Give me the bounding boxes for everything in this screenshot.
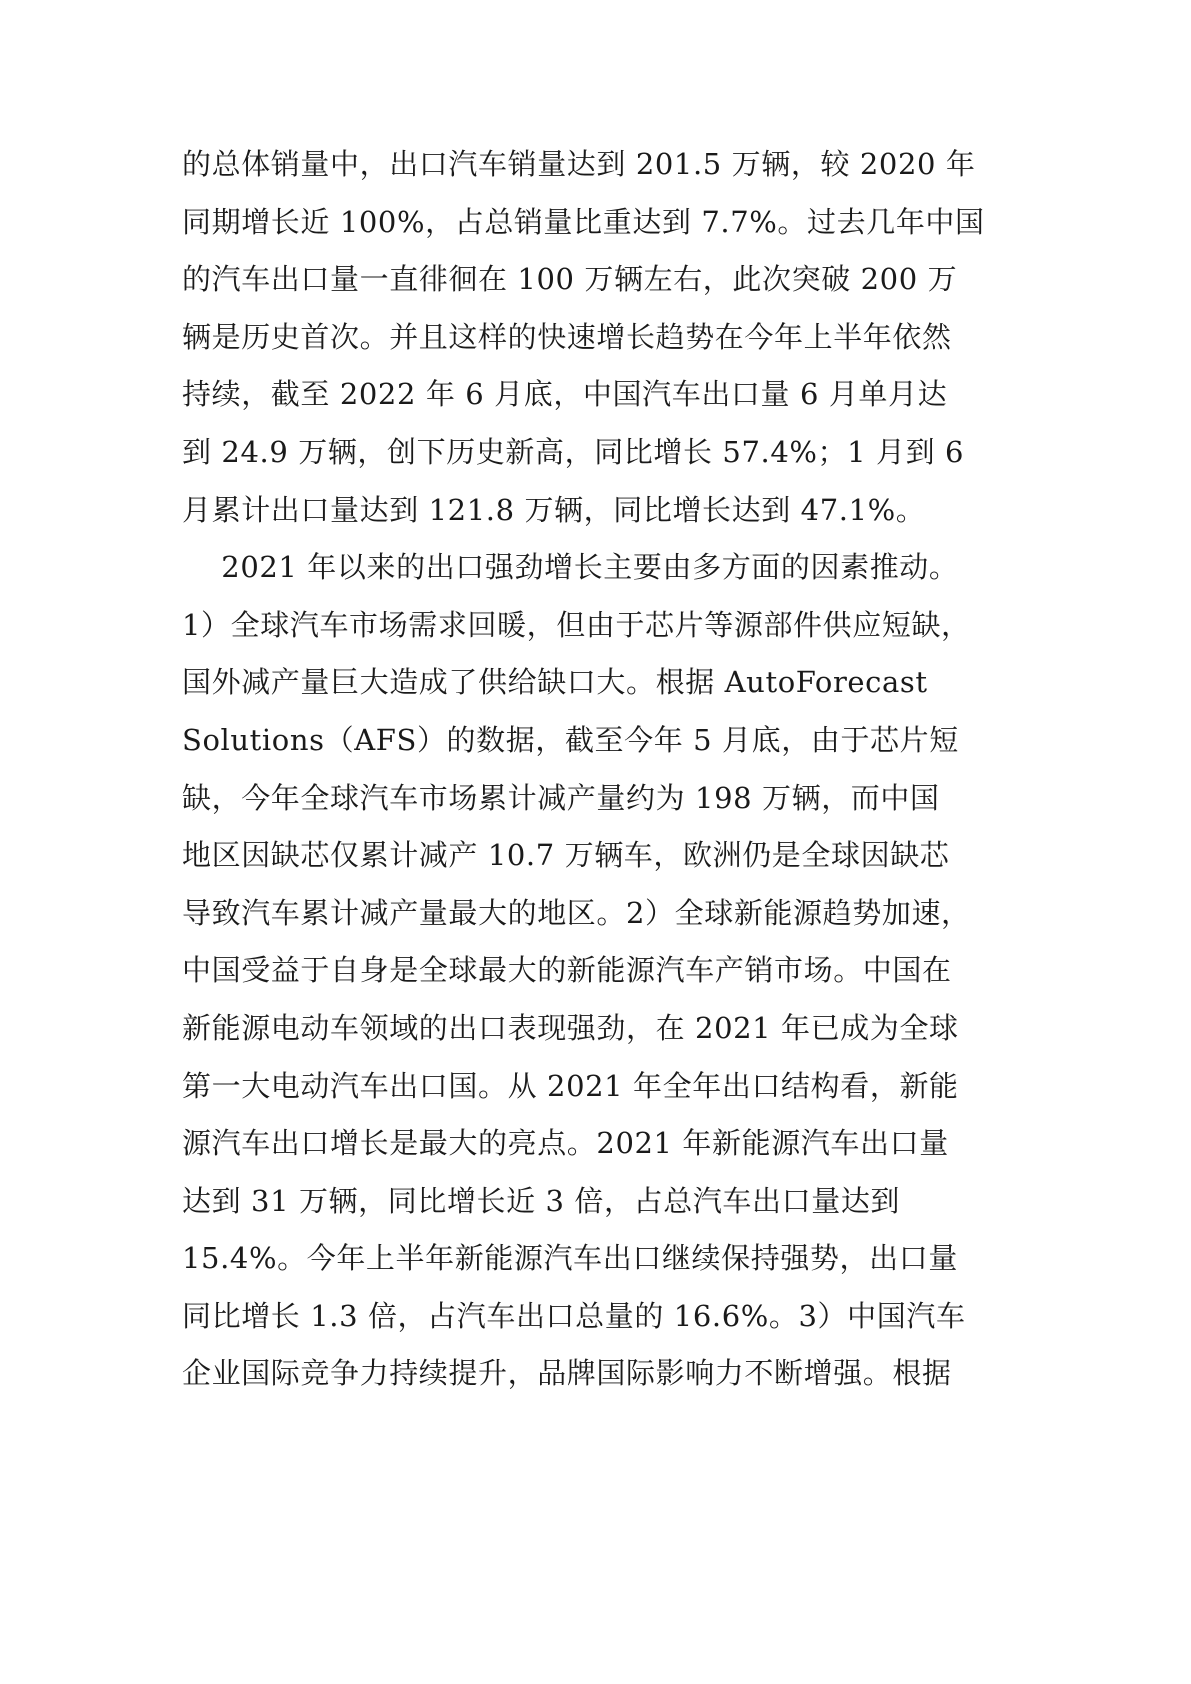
text-line: 新能源电动车领域的出口表现强劲，在 2021 年已成为全球 [182, 1010, 959, 1045]
text-line: 月累计出口量达到 121.8 万辆，同比增长达到 47.1%。 [182, 492, 926, 527]
text-line: 地区因缺芯仅累计减产 10.7 万辆车，欧洲仍是全球因缺芯 [182, 838, 950, 873]
text-line: 中国受益于自身是全球最大的新能源汽车产销市场。中国在 [182, 953, 952, 988]
text-line: 源汽车出口增长是最大的亮点。2021 年新能源汽车出口量 [182, 1126, 949, 1161]
text-line: 的汽车出口量一直徘徊在 100 万辆左右，此次突破 200 万 [182, 262, 958, 297]
text-line: 国外减产量巨大造成了供给缺口大。根据 AutoForecast [182, 665, 928, 700]
text-line: 企业国际竞争力持续提升，品牌国际影响力不断增强。根据 [182, 1356, 952, 1391]
text-line: 的总体销量中，出口汽车销量达到 201.5 万辆，较 2020 年 [182, 147, 976, 181]
body-text [182, 136, 1022, 1403]
text-line: Solutions（AFS）的数据，截至今年 5 月底，由于芯片短 [182, 722, 959, 757]
text-line: 到 24.9 万辆，创下历史新高，同比增长 57.4%；1 月到 6 [182, 434, 965, 469]
paragraph-start-line: 2021 年以来的出口强劲增长主要由多方面的因素推动。 [182, 550, 959, 585]
text-line: 导致汽车累计减产量最大的地区。2）全球新能源趋势加速， [182, 895, 971, 930]
text-line: 辆是历史首次。并且这样的快速增长趋势在今年上半年依然 [182, 319, 952, 354]
text-line: 同比增长 1.3 倍，占汽车出口总量的 16.6%。3）中国汽车 [182, 1298, 966, 1333]
text-line: 15.4%。今年上半年新能源汽车出口继续保持强势，出口量 [182, 1241, 958, 1276]
text-line: 达到 31 万辆，同比增长近 3 倍，占总汽车出口量达到 [182, 1183, 901, 1218]
text-line: 第一大电动汽车出口国。从 2021 年全年出口结构看，新能 [182, 1068, 959, 1103]
text-line: 同期增长近 100%，占总销量比重达到 7.7%。过去几年中国 [182, 204, 985, 239]
text-line: 1）全球汽车市场需求回暖，但由于芯片等源部件供应短缺， [182, 607, 971, 642]
text-line: 持续，截至 2022 年 6 月底，中国汽车出口量 6 月单月达 [182, 377, 948, 412]
text-line: 缺，今年全球汽车市场累计减产量约为 198 万辆，而中国 [182, 780, 940, 815]
